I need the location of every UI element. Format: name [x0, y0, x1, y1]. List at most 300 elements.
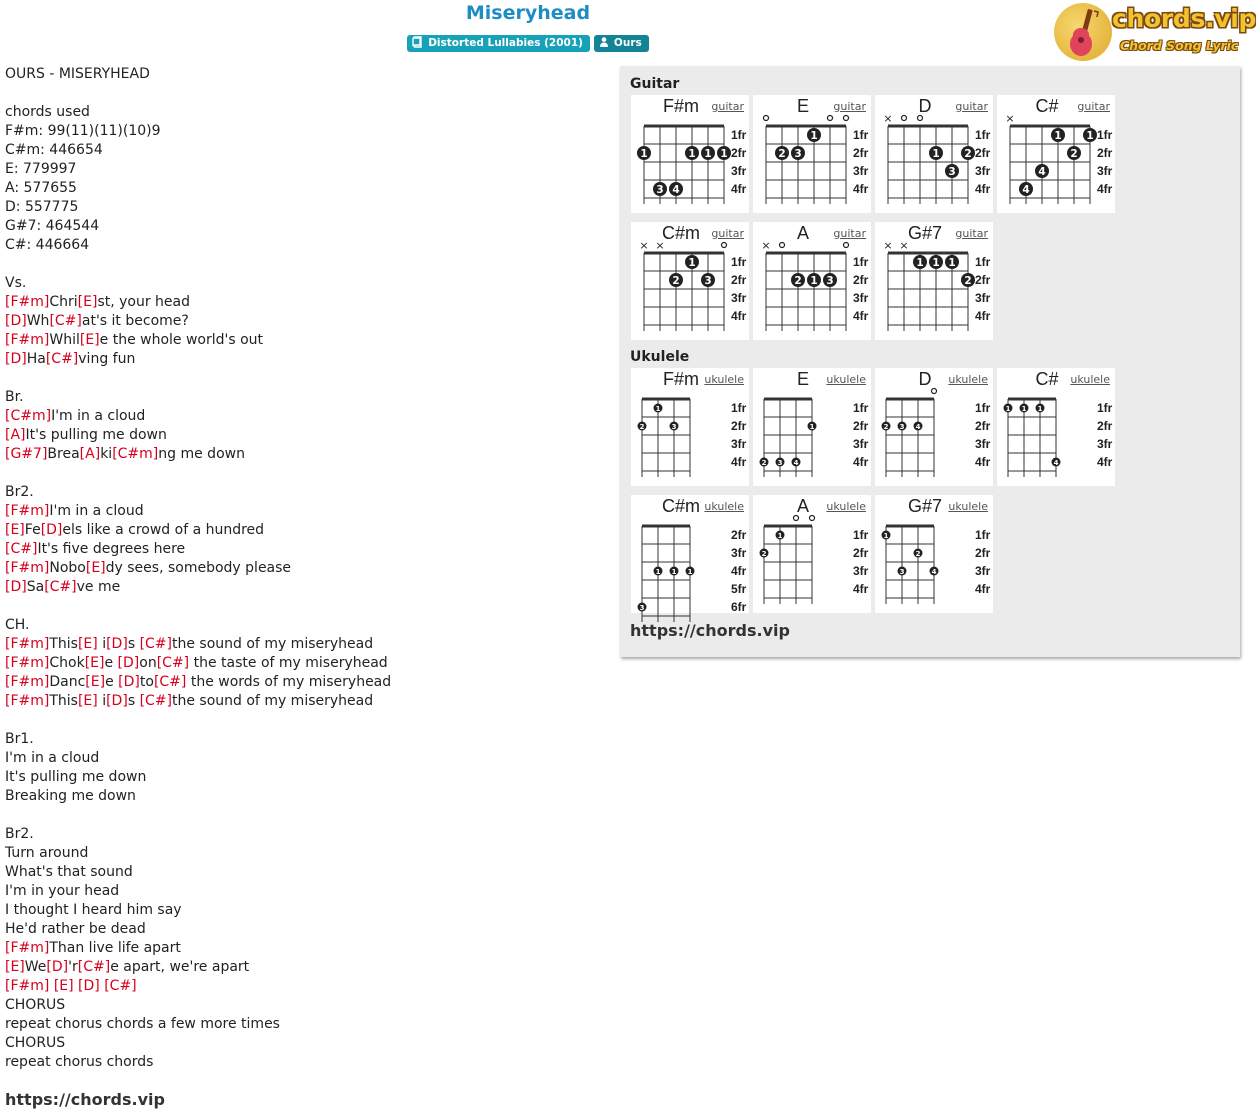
finger-number: 1 — [809, 423, 815, 431]
lyric-line — [5, 768, 605, 787]
chord-name: A — [796, 223, 809, 243]
chord-name: F#m — [663, 96, 699, 116]
finger-number: 4 — [1022, 184, 1030, 196]
chord-link[interactable]: [F#m] — [5, 674, 50, 690]
guitar-section-title: Guitar — [630, 76, 680, 92]
ukulele-chord-diagram[interactable] — [753, 368, 871, 486]
fret-label: 2fr — [853, 419, 869, 433]
ukulele-chord-diagram[interactable] — [753, 495, 871, 613]
lyric-line — [5, 1053, 605, 1072]
lyric-line — [5, 198, 605, 217]
lyric-line — [5, 939, 605, 958]
finger-number: 1 — [1005, 405, 1011, 413]
lyric-text: Brea — [47, 446, 80, 462]
fret-label: 1fr — [731, 401, 747, 415]
lyric-line — [5, 141, 605, 160]
instrument-link[interactable]: guitar — [711, 227, 744, 240]
fret-label: 4fr — [975, 309, 991, 323]
fret-label: 5fr — [731, 582, 747, 596]
lyric-text: repeat chorus chords — [5, 1054, 154, 1070]
lyric-text: 'r — [68, 959, 78, 975]
lyric-line — [5, 217, 605, 236]
muted-string-marker: × — [899, 239, 909, 252]
lyric-line — [5, 236, 605, 255]
chord-link[interactable]: [C#] — [49, 313, 82, 329]
chord-name: G#7 — [907, 223, 943, 243]
chord-link[interactable]: [D] — [106, 693, 128, 709]
fret-label: 1fr — [975, 528, 991, 542]
lyric-line — [5, 312, 605, 331]
chord-link[interactable]: [E] — [84, 655, 105, 671]
lyric-line — [5, 996, 605, 1015]
chord-link[interactable]: [D] — [118, 674, 140, 690]
chord-link[interactable]: [E] — [77, 294, 98, 310]
lyric-text: i — [97, 693, 107, 709]
lyric-text: I'm in a cloud — [5, 750, 100, 766]
chord-name: D — [918, 96, 932, 116]
lyric-line — [5, 901, 605, 920]
lyric-text: Vs. — [5, 275, 27, 291]
lyric-text: We — [24, 959, 47, 975]
chord-link[interactable]: [D] — [46, 959, 69, 975]
lyric-text: This — [49, 693, 78, 709]
lyric-text: ve me — [76, 579, 121, 595]
finger-number: 1 — [655, 568, 661, 576]
lyric-text: to — [139, 674, 154, 690]
finger-number: 1 — [1086, 130, 1094, 142]
chord-name: C#m — [661, 223, 700, 243]
lyric-text: C#: 446664 — [5, 237, 90, 253]
lyric-line — [5, 977, 605, 996]
finger-number: 2 — [964, 275, 972, 287]
chord-link[interactable]: [D] — [78, 978, 100, 994]
muted-string-marker: × — [761, 239, 771, 252]
lyric-line — [5, 540, 605, 559]
chord-link[interactable]: [F#m] — [5, 693, 50, 709]
lyric-text: Br2. — [5, 484, 34, 500]
lyric-line — [5, 730, 605, 749]
instrument-link[interactable]: guitar — [955, 227, 988, 240]
book-icon — [413, 37, 422, 47]
chord-link[interactable]: [F#m] — [5, 332, 50, 348]
lyric-text: s — [127, 636, 140, 652]
lyric-line — [5, 673, 605, 692]
ukulele-section-title: Ukulele — [630, 349, 690, 365]
lyric-text: on — [139, 655, 157, 671]
lyric-text: Br1. — [5, 731, 34, 747]
chord-link[interactable]: [F#m] — [5, 503, 50, 519]
chord-link[interactable]: [E] — [77, 693, 98, 709]
fret-label: 3fr — [731, 437, 747, 451]
instrument-link[interactable]: guitar — [955, 100, 988, 113]
guitar-chord-diagram[interactable] — [753, 222, 871, 340]
lyric-line — [5, 635, 605, 654]
lyric-line — [5, 787, 605, 806]
song-title: Miseryhead — [465, 2, 591, 24]
fret-label: 3fr — [731, 291, 747, 305]
lyric-text: Turn around — [5, 845, 89, 861]
chord-link[interactable]: [C#] — [77, 959, 111, 975]
lyric-line — [5, 1034, 605, 1053]
fret-label: 3fr — [853, 164, 869, 178]
lyric-text: ving fun — [78, 351, 136, 367]
lyric-line — [5, 350, 605, 369]
finger-number: 1 — [671, 568, 677, 576]
lyric-line — [5, 103, 605, 122]
finger-number: 2 — [964, 148, 972, 160]
song-badges — [0, 35, 1056, 52]
chord-link[interactable]: [C#m] — [5, 408, 52, 424]
chord-link[interactable]: [C#m] — [112, 446, 159, 462]
fret-label: 4fr — [1097, 182, 1113, 196]
finger-number: 1 — [916, 257, 924, 269]
instrument-link[interactable]: guitar — [1077, 100, 1110, 113]
finger-number: 4 — [1038, 166, 1046, 178]
lyric-text: repeat chorus chords a few more times — [5, 1016, 280, 1032]
chord-link[interactable]: [F#m] — [5, 560, 50, 576]
fret-label: 1fr — [975, 255, 991, 269]
lyric-line — [5, 882, 605, 901]
lyric-line — [5, 293, 605, 312]
fret-label: 4fr — [853, 455, 869, 469]
lyric-text: G#7: 464544 — [5, 218, 100, 234]
lyric-text: the sound of my miseryhead — [172, 636, 374, 652]
ukulele-chord-diagram[interactable] — [997, 368, 1115, 486]
ukulele-logo-icon — [1054, 3, 1112, 61]
lyric-text: OURS - MISERYHEAD — [5, 66, 150, 82]
lyric-line — [5, 331, 605, 350]
fret-label: 3fr — [853, 564, 869, 578]
ukulele-chord-diagram[interactable] — [875, 368, 993, 486]
muted-string-marker: × — [639, 239, 649, 252]
lyric-text: ki — [100, 446, 113, 462]
instrument-link[interactable]: guitar — [711, 100, 744, 113]
lyric-text: I thought I heard him say — [5, 902, 182, 918]
lyric-text: Br2. — [5, 826, 34, 842]
site-logo[interactable] — [1054, 3, 1256, 63]
lyric-text: Wh — [26, 313, 50, 329]
chord-link[interactable]: [E] — [5, 522, 25, 538]
lyric-text: at's it become? — [81, 313, 189, 329]
lyric-text: Ha — [26, 351, 46, 367]
fret-label: 3fr — [975, 437, 991, 451]
lyric-text: e — [104, 655, 118, 671]
artist-badge[interactable] — [594, 35, 649, 52]
chord-name: G#7 — [907, 496, 943, 516]
guitar-chord-diagram[interactable] — [875, 222, 993, 340]
finger-number: 1 — [948, 257, 956, 269]
finger-number: 1 — [932, 148, 940, 160]
lyric-line — [5, 958, 605, 977]
finger-number: 4 — [915, 423, 921, 431]
chord-name: F#m — [663, 369, 699, 389]
lyric-text: Chri — [49, 294, 78, 310]
lyric-text: Fe — [24, 522, 41, 538]
lyric-text: ng me down — [158, 446, 245, 462]
instrument-link[interactable]: ukulele — [826, 373, 866, 386]
finger-number: 1 — [704, 148, 712, 160]
fret-label: 4fr — [853, 309, 869, 323]
lyric-text: CHORUS — [5, 1035, 66, 1051]
lyric-line — [5, 863, 605, 882]
chord-link[interactable]: [D] — [106, 636, 128, 652]
finger-number: 4 — [672, 184, 680, 196]
lyric-text: the words of my miseryhead — [186, 674, 392, 690]
fret-label: 4fr — [1097, 455, 1113, 469]
fret-label: 3fr — [853, 291, 869, 305]
chord-link[interactable]: [C#] — [139, 693, 172, 709]
chord-link[interactable]: [C#] — [139, 636, 172, 652]
lyric-line — [5, 407, 605, 426]
chord-link[interactable]: [C#] — [5, 541, 38, 557]
finger-number: 1 — [688, 148, 696, 160]
guitar-chord-diagram[interactable] — [875, 95, 993, 213]
chord-name: C# — [1035, 96, 1059, 116]
chord-link[interactable]: [E] — [53, 978, 74, 994]
lyric-text: It's five degrees here — [37, 541, 186, 557]
finger-number: 3 — [826, 275, 834, 287]
chord-name: E — [796, 96, 809, 116]
lyric-line — [5, 616, 605, 635]
fret-label: 1fr — [853, 401, 869, 415]
lyric-text: e apart, we're apart — [110, 959, 250, 975]
fret-label: 1fr — [1097, 401, 1113, 415]
guitar-chord-diagram[interactable] — [631, 222, 749, 340]
fret-label: 4fr — [853, 182, 869, 196]
lyric-line — [5, 426, 605, 445]
finger-number: 1 — [720, 148, 728, 160]
finger-number: 2 — [639, 423, 645, 431]
finger-number: 3 — [777, 459, 783, 467]
chord-link[interactable]: [C#] — [44, 579, 77, 595]
artist-badge-label: Ours — [613, 37, 642, 49]
fret-label: 2fr — [975, 146, 991, 160]
chord-link[interactable]: [D] — [5, 351, 27, 367]
lyric-text: He'd rather be dead — [5, 921, 146, 937]
fret-label: 4fr — [731, 564, 747, 578]
guitar-chord-diagram[interactable] — [631, 95, 749, 213]
lyric-text: F#m: 99(11)(11)(10)9 — [5, 123, 161, 139]
chord-link[interactable]: [C#] — [153, 674, 187, 690]
instrument-link[interactable]: ukulele — [704, 500, 744, 513]
finger-number: 1 — [1021, 405, 1027, 413]
footer-url[interactable]: https://chords.vip — [5, 1090, 165, 1109]
chord-link[interactable]: [D] — [117, 655, 140, 671]
lyric-text: Sa — [26, 579, 45, 595]
fret-label: 2fr — [731, 419, 747, 433]
chord-link[interactable]: [F#m] — [5, 655, 50, 671]
finger-number: 3 — [671, 423, 677, 431]
finger-number: 3 — [794, 148, 802, 160]
chord-link[interactable]: [E] — [85, 674, 106, 690]
lyric-text: Breaking me down — [5, 788, 136, 804]
chord-link[interactable]: [E] — [79, 332, 100, 348]
album-badge[interactable] — [407, 35, 590, 52]
chord-link[interactable]: [F#m] — [5, 978, 50, 994]
chord-link[interactable]: [D] — [5, 313, 27, 329]
chord-link[interactable]: [C#] — [45, 351, 79, 367]
lyric-line — [5, 521, 605, 540]
lyric-line — [5, 711, 605, 730]
chord-link[interactable]: [A] — [5, 427, 26, 443]
chord-link[interactable]: [D] — [5, 579, 27, 595]
lyric-text: What's that sound — [5, 864, 133, 880]
fret-label: 2fr — [853, 546, 869, 560]
lyric-line — [5, 806, 605, 825]
lyric-text: I'm in a cloud — [49, 503, 144, 519]
finger-number: 2 — [761, 550, 767, 558]
fret-label: 2fr — [731, 528, 747, 542]
lyric-line — [5, 65, 605, 84]
lyric-text: Chok — [49, 655, 85, 671]
instrument-link[interactable]: ukulele — [948, 373, 988, 386]
fret-label: 3fr — [975, 291, 991, 305]
chord-link[interactable]: [C#] — [156, 655, 190, 671]
lyric-text: It's pulling me down — [5, 769, 147, 785]
chord-link[interactable]: [E] — [5, 959, 25, 975]
lyric-line — [5, 369, 605, 388]
lyric-line — [5, 464, 605, 483]
finger-number: 1 — [1054, 130, 1062, 142]
fret-label: 2fr — [975, 546, 991, 560]
finger-number: 3 — [656, 184, 664, 196]
fret-label: 4fr — [975, 582, 991, 596]
ukulele-chord-diagram[interactable] — [875, 495, 993, 613]
lyric-text: e — [105, 674, 119, 690]
finger-number: 4 — [1053, 459, 1059, 467]
lyric-line — [5, 160, 605, 179]
chord-link[interactable]: [E] — [77, 636, 98, 652]
finger-number: 2 — [915, 550, 921, 558]
chord-name: C# — [1035, 369, 1059, 389]
chord-diagrams-panel — [620, 66, 1240, 657]
ukulele-chord-diagram[interactable] — [631, 495, 749, 613]
lyric-text: I'm in a cloud — [51, 408, 146, 424]
finger-number: 2 — [672, 275, 680, 287]
lyric-text: CH. — [5, 617, 30, 633]
fret-label: 2fr — [1097, 146, 1113, 160]
lyric-text: chords used — [5, 104, 90, 120]
lyric-line — [5, 179, 605, 198]
logo-text: chords.vip — [1112, 4, 1256, 33]
chord-link[interactable]: [G#7] — [5, 446, 48, 462]
lyric-text: dy sees, somebody please — [105, 560, 292, 576]
chord-link[interactable]: [E] — [85, 560, 106, 576]
fret-label: 2fr — [853, 146, 869, 160]
fret-label: 1fr — [731, 255, 747, 269]
lyric-line — [5, 825, 605, 844]
lyric-text: E: 779997 — [5, 161, 77, 177]
lyric-line — [5, 578, 605, 597]
finger-number: 3 — [899, 568, 905, 576]
finger-number: 1 — [810, 130, 818, 142]
finger-number: 1 — [810, 275, 818, 287]
fret-label: 1fr — [975, 128, 991, 142]
chord-link[interactable]: [F#m] — [5, 636, 50, 652]
panel-url[interactable]: https://chords.vip — [630, 621, 790, 640]
fret-label: 2fr — [731, 273, 747, 287]
fret-label: 6fr — [731, 600, 747, 614]
instrument-link[interactable]: ukulele — [948, 500, 988, 513]
album-badge-label: Distorted Lullabies (2001) — [428, 37, 583, 49]
lyric-line — [5, 597, 605, 616]
guitar-chord-diagram[interactable] — [753, 95, 871, 213]
chord-link[interactable]: [D] — [40, 522, 63, 538]
fret-label: 3fr — [975, 164, 991, 178]
lyric-line — [5, 844, 605, 863]
lyric-text: st, your head — [97, 294, 191, 310]
finger-number: 2 — [778, 148, 786, 160]
fret-label: 3fr — [1097, 437, 1113, 451]
fret-label: 3fr — [731, 164, 747, 178]
chord-link[interactable]: [F#m] — [5, 940, 50, 956]
finger-number: 3 — [639, 604, 645, 612]
instrument-link[interactable]: ukulele — [704, 373, 744, 386]
lyric-line — [5, 654, 605, 673]
lyric-text: I'm in your head — [5, 883, 120, 899]
chord-name: E — [796, 369, 809, 389]
lyric-line — [5, 749, 605, 768]
lyric-text: C#m: 446654 — [5, 142, 103, 158]
fret-label: 1fr — [1097, 128, 1113, 142]
lyric-text: Danc — [49, 674, 86, 690]
fret-label: 3fr — [731, 546, 747, 560]
lyric-text: Br. — [5, 389, 24, 405]
lyric-line — [5, 274, 605, 293]
fret-label: 4fr — [853, 582, 869, 596]
lyric-text: Than live life apart — [49, 940, 181, 956]
fret-label: 4fr — [975, 455, 991, 469]
finger-number: 2 — [794, 275, 802, 287]
lyric-line — [5, 84, 605, 103]
muted-string-marker: × — [1005, 112, 1015, 125]
instrument-link[interactable]: ukulele — [826, 500, 866, 513]
muted-string-marker: × — [883, 112, 893, 125]
finger-number: 3 — [899, 423, 905, 431]
lyric-text: the taste of my miseryhead — [189, 655, 388, 671]
finger-number: 4 — [931, 568, 937, 576]
chord-link[interactable]: [C#] — [104, 978, 137, 994]
lyric-line — [5, 255, 605, 274]
ukulele-chord-diagram[interactable] — [631, 368, 749, 486]
finger-number: 3 — [704, 275, 712, 287]
fret-label: 1fr — [853, 128, 869, 142]
finger-number: 4 — [793, 459, 799, 467]
muted-string-marker: × — [883, 239, 893, 252]
chord-link[interactable]: [F#m] — [5, 294, 50, 310]
fret-label: 3fr — [975, 564, 991, 578]
instrument-link[interactable]: guitar — [833, 100, 866, 113]
finger-number: 1 — [640, 148, 648, 160]
user-icon — [600, 37, 608, 47]
lyric-text: A: 577655 — [5, 180, 77, 196]
fret-label: 2fr — [731, 146, 747, 160]
chord-name: A — [796, 496, 809, 516]
finger-number: 2 — [761, 459, 767, 467]
finger-number: 1 — [655, 405, 661, 413]
fret-label: 4fr — [975, 182, 991, 196]
instrument-link[interactable]: ukulele — [1070, 373, 1110, 386]
lyric-text: the sound of my miseryhead — [172, 693, 374, 709]
lyric-line — [5, 388, 605, 407]
guitar-chord-diagram[interactable] — [997, 95, 1115, 213]
logo-subtitle: Chord Song Lyric — [1120, 38, 1239, 53]
instrument-link[interactable]: guitar — [833, 227, 866, 240]
lyric-text: CHORUS — [5, 997, 66, 1013]
lyric-text: This — [49, 636, 78, 652]
chord-link[interactable]: [A] — [79, 446, 101, 462]
lyric-text: D: 557775 — [5, 199, 79, 215]
